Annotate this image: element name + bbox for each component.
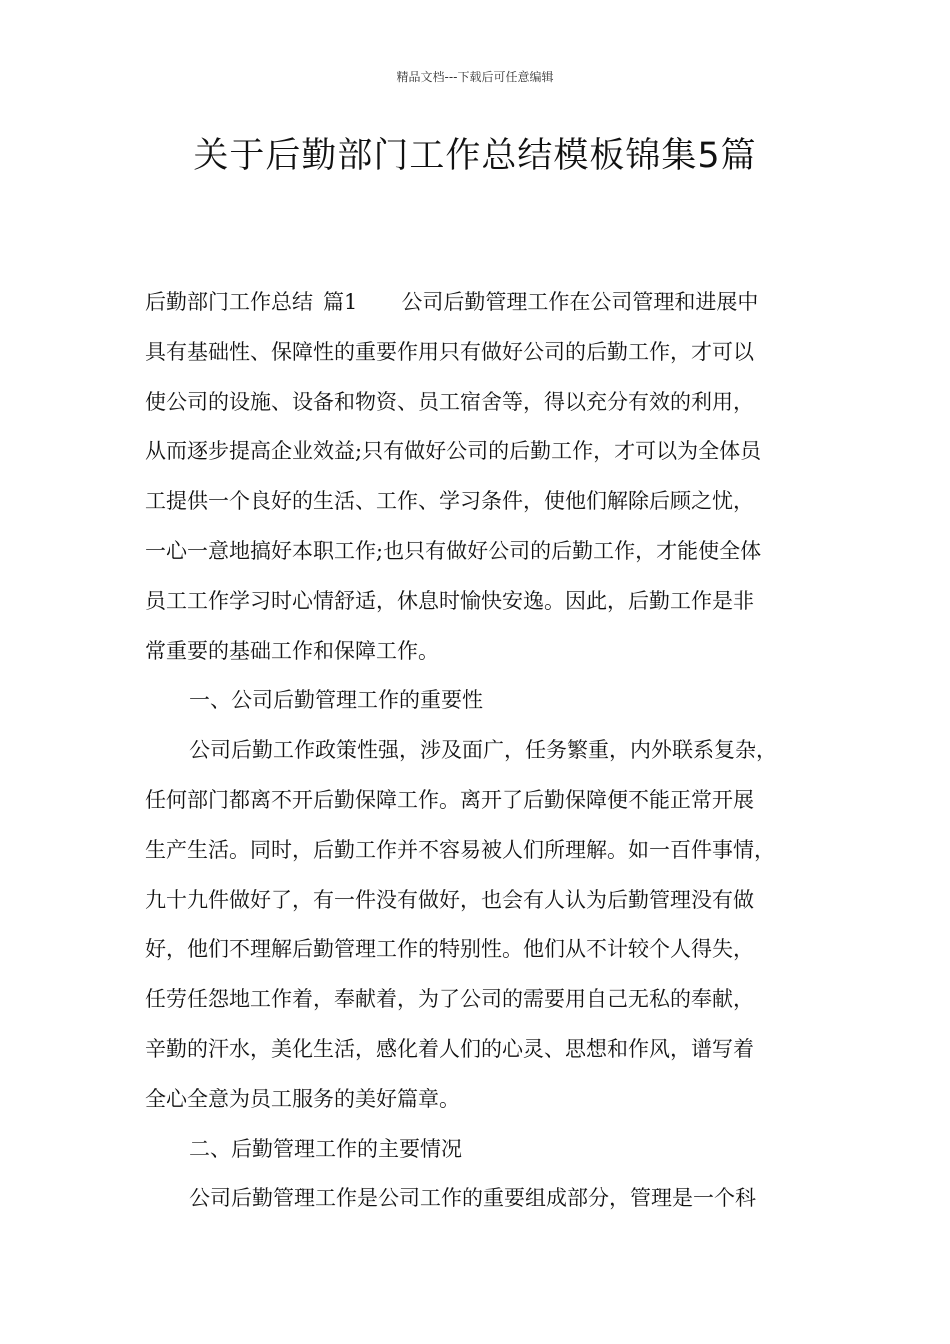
paragraph-line (145, 285, 815, 335)
paragraph-line: 一心一意地搞好本职工作;也只有做好公司的后勤工作，才能使全体 (145, 538, 762, 563)
paragraph-line: 任何部门都离不开后勤保障工作。离开了后勤保障便不能正常开展 (145, 787, 754, 812)
section-heading: 一、公司后勤管理工作的重要性 (189, 688, 483, 713)
paragraph-line: 辛勤的汗水，美化生活，感化着人们的心灵、思想和作风，谱写着 (145, 1036, 754, 1061)
paragraph-line: 好，他们不理解后勤管理工作的特别性。他们从不计较个人得失， (145, 937, 754, 962)
paragraph-line: 从而逐步提高企业效益;只有做好公司的后勤工作，才可以为全体员 (145, 439, 762, 464)
paragraph-line: 公司后勤管理工作是公司工作的重要组成部分，管理是一个科 (189, 1186, 756, 1211)
document-title: 关于后勤部门工作总结模板锦集5篇 (193, 136, 757, 176)
section-number: 篇1 (323, 290, 358, 314)
document-body (145, 285, 815, 1231)
paragraph-line: 任劳任怨地工作着，奉献着，为了公司的需要用自己无私的奉献， (145, 987, 754, 1012)
paragraph-line: 九十九件做好了，有一件没有做好，也会有人认为后勤管理没有做 (145, 887, 754, 912)
paragraph-line: 工提供一个良好的生活、工作、学习条件，使他们解除后顾之忧， (145, 489, 754, 514)
paragraph-line: 使公司的设施、设备和物资、员工宿舍等，得以充分有效的利用， (145, 389, 754, 414)
paragraph-line: 公司后勤工作政策性强，涉及面广，任务繁重，内外联系复杂， (189, 738, 777, 763)
header-note: 精品文档---下载后可任意编辑 (396, 70, 554, 84)
paragraph-line: 员工工作学习时心情舒适，休息时愉快安逸。因此，后勤工作是非 (145, 588, 754, 613)
paragraph-line: 生产生活。同时，后勤工作并不容易被人们所理解。如一百件事情， (145, 837, 775, 862)
paragraph-line-text: 公司后勤管理工作在公司管理和进展中 (401, 290, 759, 314)
paragraph-line: 常重要的基础工作和保障工作。 (145, 638, 439, 663)
paragraph-line: 具有基础性、保障性的重要作用只有做好公司的后勤工作，才可以 (145, 339, 754, 364)
section-label: 后勤部门工作总结 (145, 290, 313, 314)
section-heading: 二、后勤管理工作的主要情况 (189, 1136, 462, 1161)
paragraph-line: 全心全意为员工服务的美好篇章。 (145, 1086, 460, 1111)
